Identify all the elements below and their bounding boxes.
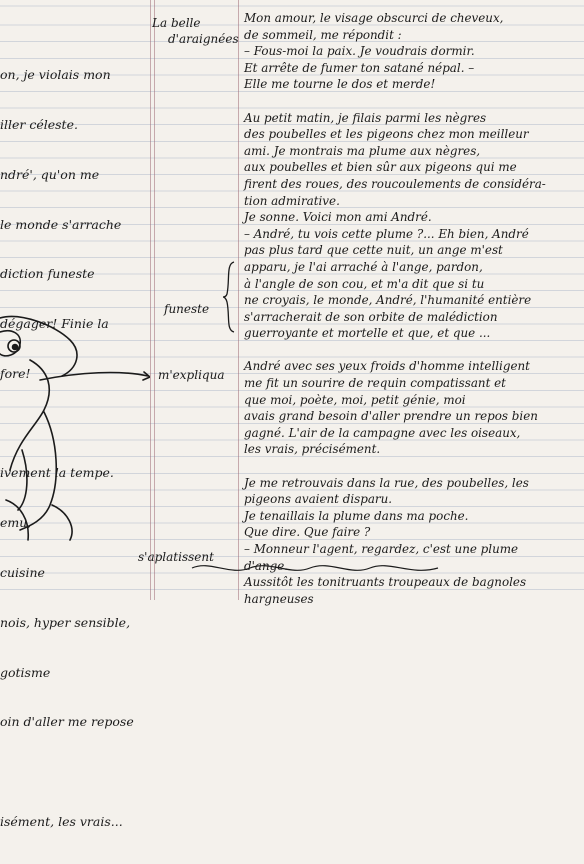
text-line: que moi, poète, moi, petit génie, moi [244,392,466,407]
left-line: emu, [0,515,32,531]
text-line: ami. Je montrais ma plume aux nègres, [244,143,481,158]
text-line: avais grand besoin d'aller prendre un repos bien [244,409,538,424]
text-line: d'ange. [244,558,289,573]
text-line: – Monneur l'agent, regardez, c'est une plume [244,542,519,556]
text-line: – André, tu vois cette plume ?... Eh bien, André [244,226,529,241]
text-line: hargneuses [244,591,314,606]
text-line: pigeons avaient disparu. [244,492,393,507]
text-line: des poubelles et les pigeons chez mon meilleur [244,127,529,142]
text-line: tion admirative. [244,193,340,208]
margin-note-aplatissent: s'aplatissent [138,550,214,564]
text-line: Elle me tourne le dos et merde! [244,77,436,92]
text-line: gagné. L'air de la campagne avec les oiseaux, [244,425,521,440]
left-line: ivement la tempe. [0,465,114,481]
curly-brace-icon [222,260,236,334]
text-line: Aussitôt les tonitruants troupeaux de bagnoles [244,575,527,590]
text-line: de sommeil, me répondit : [244,27,402,42]
margin-note-funeste: funeste [164,302,210,316]
text-line: André avec ses yeux froids d'homme intelligent [244,359,530,374]
left-line: cuisine [0,565,45,580]
left-line: iller céleste. [0,116,78,132]
text-line: Je me retrouvais dans la rue, des poubelles, les [244,475,529,490]
bird-figure-sketch-icon [0,300,150,600]
margin-rule-right [238,0,239,600]
text-line: les vrais, précisément. [244,442,381,457]
left-line: oin d'aller me repose [0,714,134,730]
left-line: on, je violais mon [0,67,111,83]
squiggle-underline-icon [190,558,440,578]
margin-note-expliqua: m'expliqua [158,368,225,382]
text-line: Que dire. Que faire ? [244,525,371,540]
text-line: firent des roues, des roucoulements de considéra- [244,176,546,191]
text-line: aux poubelles et bien sûr aux pigeons qui me [244,160,517,175]
text-line: pas plus tard que cette nuit, un ange m'est [244,243,503,258]
text-line: à l'angle de son cou, et m'a dit que si tu [244,276,485,291]
margin-rule-left-double [154,0,155,600]
margin-note-la-belle: La belle [152,16,201,30]
text-line: Mon amour, le visage obscurci de cheveux, [244,11,504,25]
text-line: apparu, je l'ai arraché à l'ange, pardon, [244,259,483,274]
text-line: guerroyante et mortelle et que, et que ... [244,326,491,341]
text-line: Je tenaillais la plume dans ma poche. [244,508,469,523]
margin-rule-left [150,0,151,600]
left-line: isément, les vrais... [0,813,123,829]
text-line: Et arrête de fumer ton satané népal. – [244,60,475,75]
left-line: fore! [0,365,31,381]
text-line: me fit un sourire de requin compatissant et [244,376,506,391]
left-line: nois, hyper sensible, [0,614,131,630]
left-line: le monde s'arrache [0,216,122,232]
left-line: ndré', qu'on me [0,166,100,182]
left-line: dégager! Finie la [0,316,109,332]
text-line: – Fous-moi la paix. Je voudrais dormir. [244,44,475,59]
main-text-column [244,10,574,607]
text-line: Au petit matin, je filais parmi les nègres [244,110,487,125]
margin-note-araignees: d'araignées [168,32,239,46]
text-line: s'arracherait de son orbite de malédiction [244,309,498,324]
text-line: Je sonne. Voici mon ami André. [244,210,432,225]
text-line: ne croyais, le monde, André, l'humanité entière [244,293,532,308]
left-line: gotisme [0,664,51,680]
left-line: diction funeste [0,266,95,282]
left-line [0,764,150,781]
